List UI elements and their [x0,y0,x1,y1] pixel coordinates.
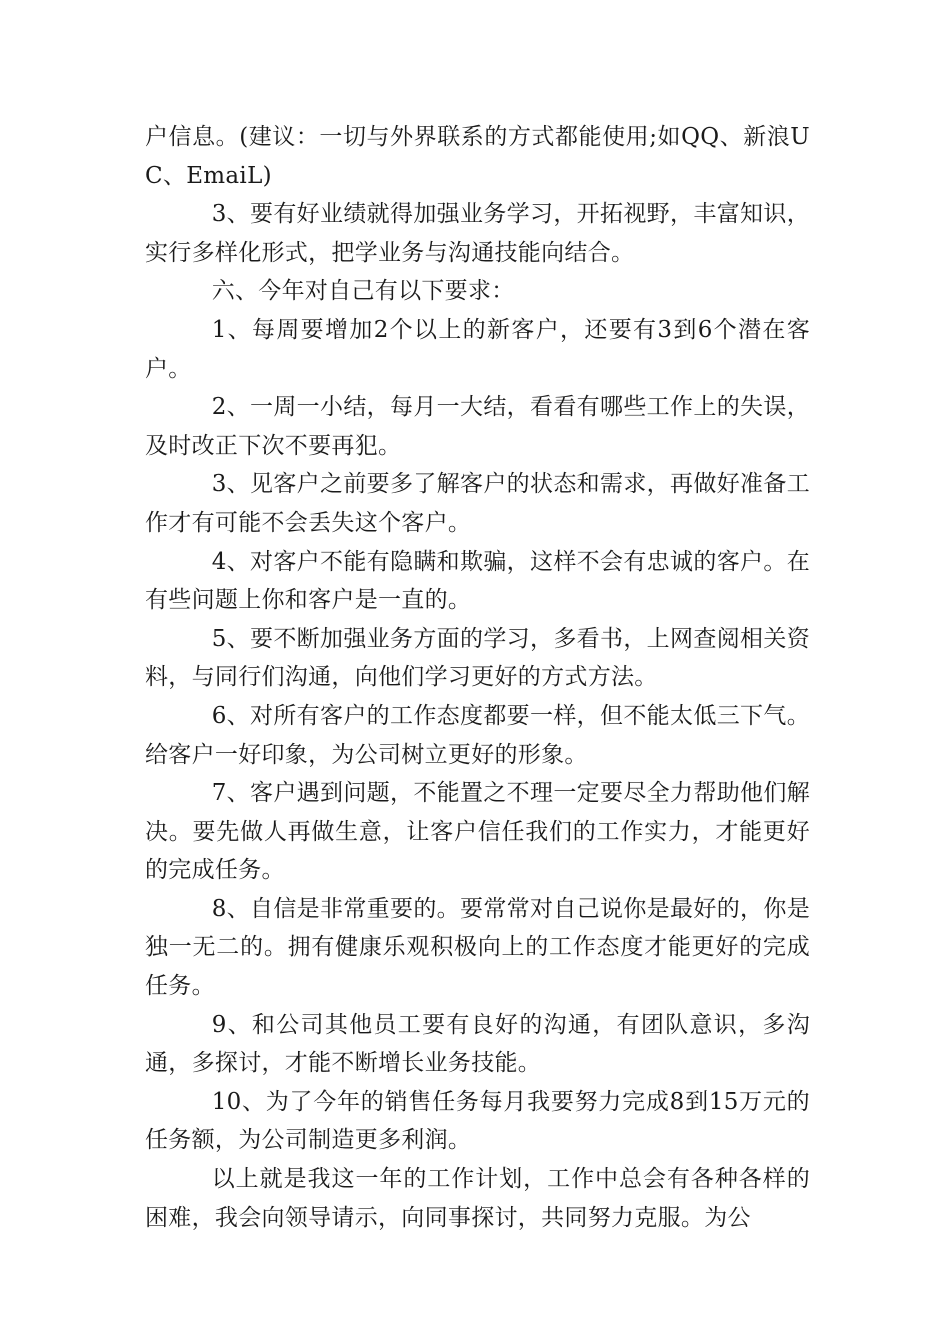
paragraph-contact-info: 户信息。(建议：一切与外界联系的方式都能使用;如QQ、新浪UC、EmaiL) [145,124,810,189]
paragraph-business-study: 3、要有好业绩就得加强业务学习，开拓视野，丰富知识，实行多样化形式，把学业务与沟通技能向结合。 [145,201,810,266]
list-item: 5、要不断加强业务方面的学习，多看书，上网查阅相关资料，与同行们沟通，向他们学习更好的方式方法。 [145,625,810,691]
list-item: 4、对客户不能有隐瞒和欺骗，这样不会有忠诚的客户。在有些问题上你和客户是一直的。 [145,548,810,614]
list-item: 1、每周要增加2个以上的新客户，还要有3到6个潜在客户。 [145,316,810,382]
list-item: 6、对所有客户的工作态度都要一样，但不能太低三下气。给客户一好印象，为公司树立更好的形象。 [145,702,810,768]
list-item: 7、客户遇到问题，不能置之不理一定要尽全力帮助他们解决。要先做人再做生意，让客户信任我们的工作实力，才能更好的完成任务。 [145,780,810,884]
section-heading-requirements: 六、今年对自己有以下要求： [211,278,515,305]
paragraph-conclusion: 以上就是我这一年的工作计划，工作中总会有各种各样的困难，我会向领导请示，向同事探讨，共同努力克服。为公 [145,1166,810,1231]
list-item: 8、自信是非常重要的。要常常对自己说你是最好的，你是独一无二的。拥有健康乐观积极向上的工作态度才能更好的完成任务。 [145,895,810,1000]
document-body [145,118,810,1237]
list-item: 10、为了今年的销售任务每月我要努力完成8到15万元的任务额，为公司制造更多利润。 [145,1088,810,1154]
list-item: 2、一周一小结，每月一大结，看看有哪些工作上的失误，及时改正下次不要再犯。 [145,394,810,459]
list-item: 9、和公司其他员工要有良好的沟通，有团队意识，多沟通，多探讨，才能不断增长业务技能。 [145,1011,810,1077]
list-item: 3、见客户之前要多了解客户的状态和需求，再做好准备工作才有可能不会丢失这个客户。 [145,471,810,536]
